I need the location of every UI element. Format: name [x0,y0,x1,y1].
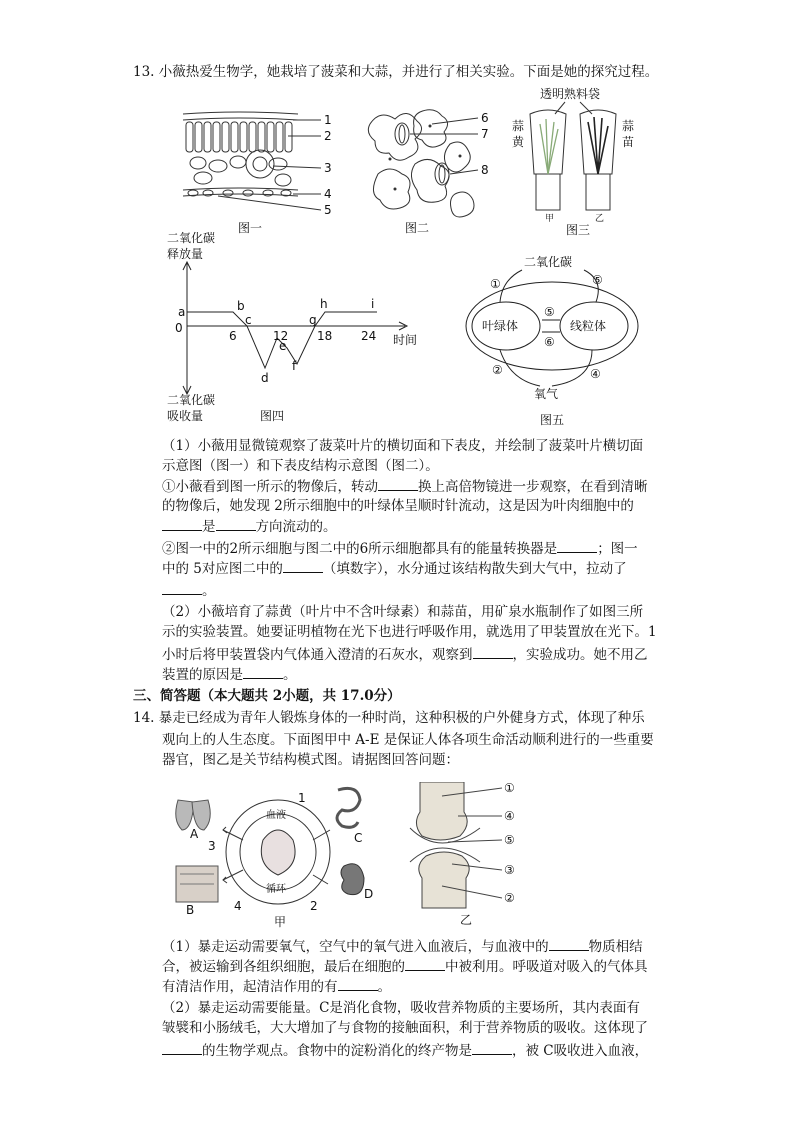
figure-jia-organs [168,780,390,928]
fig5-mitochondria: 线粒体 [570,319,607,333]
text: 是 [202,519,216,535]
fig5-chloroplast: 叶绿体 [482,319,519,333]
text: 。 [283,667,297,683]
fig3-left-1: 蒜 [512,119,525,133]
fig5-caption: 图五 [540,413,565,427]
fig4-point-e: e [279,339,287,353]
fig1-label-2: 2 [324,129,332,143]
fig4-y-top-1: 二氧化碳 [167,231,216,245]
q13-p2-line2: 示的实验装置。她要证明植物在光下也进行呼吸作用，就选用了甲装置放在光下。1 [162,624,657,640]
text: 物质相结 [588,939,643,955]
fig2-label-7: 7 [481,127,489,141]
q13-p2-line3 [162,644,648,665]
figure-1-leaf-cross-section [178,108,348,236]
kidney-icon [341,864,364,895]
fig1-label-1: 1 [324,113,332,127]
fig4-point-a: a [178,305,186,319]
figA-num-2: 2 [310,899,318,913]
q13-p1-line8 [162,580,216,601]
figA-letter-D: D [364,887,374,901]
fig2-label-8: 8 [481,163,489,177]
figB-caption: 乙 [460,913,473,927]
text: 换上高倍物镜进一步观察，在看到清晰 [418,479,648,495]
figB-num-1: ① [504,782,515,795]
fig4-tick-12: 12 [273,329,289,343]
answer-blank[interactable] [162,516,202,531]
figA-letter-A: A [190,827,199,841]
fig1-label-5: 5 [324,203,332,217]
fig4-tick-24: 24 [361,329,377,343]
fig5-num-1: ① [490,277,501,291]
fig4-y-bottom-2: 吸收量 [167,409,204,423]
answer-blank[interactable] [378,476,418,491]
intestine-icon [337,788,360,827]
fig3-bag-label: 透明熟料袋 [540,87,601,101]
q13-p1-line4: 的物像后，她发现 2所示细胞中的叶绿体呈顺时针流动，这是因为叶肉细胞中的 [162,498,634,514]
fig3-caption: 图三 [566,223,591,236]
fig5-num-6: ⑥ [544,335,555,349]
answer-blank[interactable] [338,976,378,991]
fig4-x-label: 时间 [393,333,418,347]
answer-blank[interactable] [216,516,256,531]
text: 中被利用。呼吸道对吸入的气体具 [445,959,648,975]
figB-num-2: ② [504,891,515,905]
figA-letter-C: C [354,831,363,845]
fig4-point-i: i [371,297,375,311]
fig2-label-6: 6 [481,111,489,125]
figA-ring-bottom: 循环 [266,884,286,895]
answer-blank[interactable] [162,580,202,595]
fig5-num-5b: ⑤ [592,273,603,287]
fig4-tick-18: 18 [317,329,333,343]
fig3-left-2: 黄 [512,135,525,149]
answer-blank[interactable] [162,1040,202,1055]
text: ②图一中的2所示细胞与图二中的6所示细胞都具有的能量转换器是 [162,541,558,557]
q14-line1: 14. 暴走已经成为青年人锻炼身体的一种时尚，这种积极的户外健身方式，体现了种乐 [133,710,645,726]
fig4-y-top-2: 释放量 [167,247,204,261]
text: （填数字），水分通过该结构散失到大气中，拉动了 [322,561,627,577]
text: 合，被运输到各组织细胞，最后在细胞的 [162,959,405,975]
text: ，实验成功。她不用乙 [512,647,648,663]
text: 装置的原因是 [162,667,243,683]
q14-p1-line3 [162,976,391,997]
answer-blank[interactable] [472,1040,512,1055]
fig4-point-h: h [320,297,328,311]
figB-num-5: ⑤ [504,833,515,847]
fig4-point-f: f [292,359,297,373]
text: ①小薇看到图一所示的物像后，转动 [162,479,378,495]
q13-p1-line2: 示意图（图一）和下表皮结构示意图（图二）。 [162,458,439,474]
figure-4-co2-graph [165,228,425,428]
text: 的生物学观点。食物中的淀粉消化的终产物是 [202,1043,472,1059]
text: 。 [202,583,216,599]
fig4-y-bottom-1: 二氧化碳 [167,393,216,407]
q13-intro: 13. 小薇热爱生物学，她栽培了菠菜和大蒜，并进行了相关实验。下面是她的探究过程。 [133,64,659,80]
fig5-num-2: ② [492,363,503,377]
figure-3-garlic-jars [510,84,640,236]
q13-p1-line7 [162,558,627,579]
fig4-point-b: b [237,299,245,313]
text: （1）暴走运动需要氧气，空气中的氧气进入血液后，与血液中的 [162,939,549,955]
fig4-point-d: d [261,371,269,385]
text: 中的 5对应图二中的 [162,561,283,577]
text: 方向流动的。 [255,519,337,535]
text: 。 [377,979,391,995]
section-3-heading: 三、简答题（本大题共 2小题，共 17.0分） [133,688,401,704]
fig4-caption: 图四 [260,409,285,423]
q13-p1-line5 [162,516,337,537]
answer-blank[interactable] [243,664,283,679]
q14-p2-line3 [162,1040,648,1061]
figA-ring-top: 血液 [266,810,286,821]
answer-blank[interactable] [549,936,589,951]
answer-blank[interactable] [405,956,445,971]
figure-5-organelle-cycle [462,250,652,428]
q13-p1-line3 [162,476,648,497]
text: ，被 C吸收进入血液， [512,1043,649,1059]
fig4-tick-6: 6 [229,329,237,343]
fig4-tick-0: 0 [175,321,183,335]
figure-2-epidermis [360,104,500,236]
skin-icon [176,866,218,902]
fig5-num-5a: ⑤ [544,305,555,319]
text: 有清洁作用，起清洁作用的有 [162,979,338,995]
text: ；图一 [597,541,638,557]
lungs-icon [176,800,211,830]
fig1-label-4: 4 [324,187,332,201]
text: 小时后将甲装置袋内气体通入澄清的石灰水，观察到 [162,647,473,663]
q13-p2-line4 [162,664,297,685]
fig5-num-4: ④ [590,367,601,381]
q14-p2-line2: 皱襞和小肠绒毛，大大增加了与食物的接触面积，利于营养物质的吸收。这体现了 [162,1020,648,1036]
q14-p2-line1: （2）暴走运动需要能量。C是消化食物，吸收营养物质的主要场所，其内表面有 [162,1000,640,1016]
fig5-co2: 二氧化碳 [524,255,573,269]
q14-line3: 器官，图乙是关节结构模式图。请据图回答问题： [162,752,459,768]
figB-num-3: ③ [504,863,515,877]
fig2-caption: 图二 [405,221,430,235]
fig3-jar-right: 乙 [595,214,605,224]
figB-num-4: ④ [504,809,515,823]
fig4-point-c: c [245,313,252,327]
q13-p1-line6 [162,538,638,559]
q14-line2: 观向上的人生态度。下面图甲中 A-E 是保证人体各项生命活动顺利进行的一些重要 [162,732,654,748]
palisade-cells [186,122,292,152]
figA-num-1: 1 [298,791,306,805]
figA-caption: 甲 [274,915,287,928]
q14-p1-line1 [162,936,643,957]
fig4-point-g: g [309,313,317,327]
q13-p2-line1: （2）小薇培育了蒜黄（叶片中不含叶绿素）和蒜苗，用矿泉水瓶制作了如图三所 [162,604,644,620]
fig3-jar-left: 甲 [545,214,555,224]
figA-num-4: 4 [234,899,242,913]
answer-blank[interactable] [557,538,597,553]
fig3-right-1: 蒜 [622,119,635,133]
figA-letter-B: B [186,903,195,917]
q13-p1-line1: （1）小薇用显微镜观察了菠菜叶片的横切面和下表皮，并绘制了菠菜叶片横切面 [162,438,644,454]
answer-blank[interactable] [473,644,513,659]
figA-num-3: 3 [208,839,216,853]
figure-yi-joint [402,782,532,928]
fig1-caption: 图一 [238,221,263,235]
fig5-o2: 氧气 [534,387,559,401]
fig1-label-3: 3 [324,161,332,175]
q14-p1-line2 [162,956,648,977]
fig3-right-2: 苗 [622,135,635,149]
answer-blank[interactable] [283,558,323,573]
